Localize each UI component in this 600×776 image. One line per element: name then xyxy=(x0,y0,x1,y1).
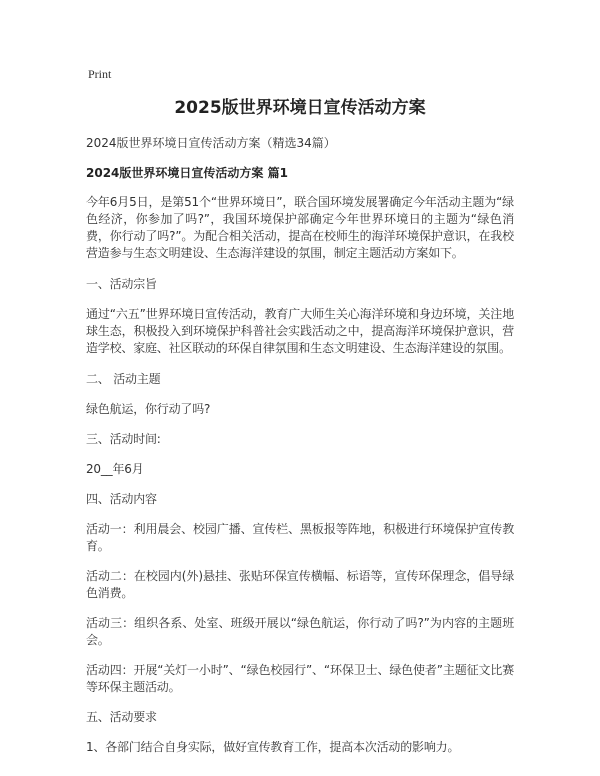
heading-theme: 二、 活动主题 xyxy=(86,372,161,386)
paragraph-activity-4: 活动四：开展“关灯一小时”、“绿色校园行”、“环保卫士、绿色使者”主题征文比赛等环保主题活动。 xyxy=(86,663,514,694)
paragraph-time: 20__年6月 xyxy=(86,462,144,476)
document-subtitle: 2024版世界环境日宣传活动方案（精选34篇） xyxy=(86,136,336,150)
paragraph-activity-2: 活动二：在校园内(外)悬挂、张贴环保宣传横幅、标语等，宣传环保理念，倡导绿色消费。 xyxy=(86,569,514,600)
paragraph-activity-3: 活动三：组织各系、处室、班级开展以“绿色航运，你行动了吗?”为内容的主题班会。 xyxy=(86,616,514,647)
paragraph-intro: 今年6月5日，是第51个“世界环境日”，联合国环境发展署确定今年活动主题为“绿色经济，你参加了吗?”，我国环境保护部确定今年世界环境日的主题为“绿色消费，你行动了吗?”。为配合相关活动，提高在校师生的海洋环境保护意识，在我校营造参与生态文明建设、生态海洋建设的氛围，制定主题活动方案如下。 xyxy=(86,195,514,260)
paragraph-theme: 绿色航运，你行动了吗? xyxy=(86,402,211,416)
heading-purpose: 一、活动宗旨 xyxy=(86,277,157,291)
paragraph-purpose: 通过“六五”世界环境日宣传活动，教育广大师生关心海洋环境和身边环境，关注地球生态，积极投入到环境保护科普社会实践活动之中，提高海洋环境保护意识，营造学校、家庭、社区联动的环保自律氛围和生态文明建设、生态海洋建设的氛围。 xyxy=(86,307,514,355)
paragraph-activity-1: 活动一：利用晨会、校园广播、宣传栏、黑板报等阵地，积极进行环境保护宣传教育。 xyxy=(86,522,514,553)
heading-requirements: 五、活动要求 xyxy=(86,710,157,724)
section-title: 2024版世界环境日宣传活动方案 篇1 xyxy=(86,166,288,180)
heading-time: 三、活动时间: xyxy=(86,432,161,446)
document-title: 2025版世界环境日宣传活动方案 xyxy=(174,98,426,118)
heading-content: 四、活动内容 xyxy=(86,492,157,506)
print-label: Print xyxy=(88,67,112,81)
paragraph-requirement-1: 1、各部门结合自身实际，做好宣传教育工作，提高本次活动的影响力。 xyxy=(86,740,460,754)
